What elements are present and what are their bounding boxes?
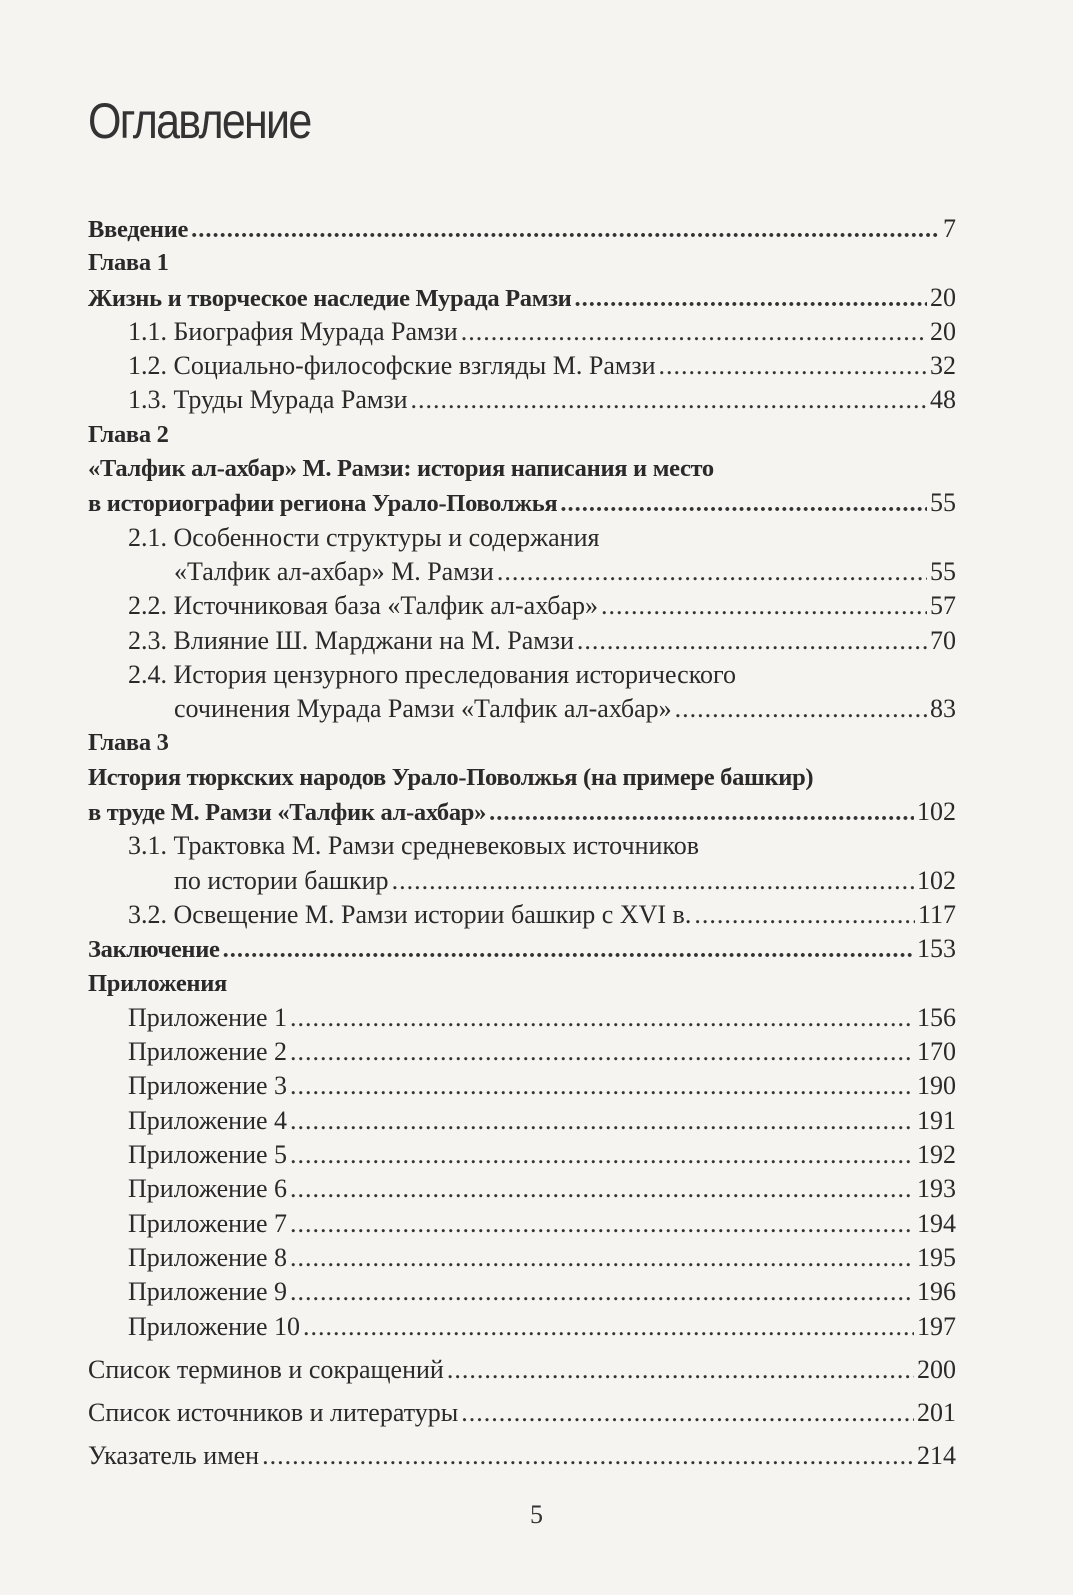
toc-entry[interactable] — [88, 692, 956, 726]
toc-entry-title: Глава 2 — [88, 420, 169, 448]
toc-entry-page: 7 — [943, 214, 956, 243]
toc-entry-title: Глава 3 — [88, 729, 169, 757]
toc-entry-title: Приложение 4 — [128, 1105, 288, 1135]
toc-entry-title: 2.1. Особенности структуры и содержания — [128, 522, 600, 552]
toc-entry[interactable] — [88, 1207, 956, 1241]
toc-entry-page: 83 — [930, 694, 956, 724]
toc-entry-title: 3.1. Трактовка М. Рамзи средневековых источников — [128, 831, 699, 861]
toc-entry-title: «Талфик ал-ахбар» М. Рамзи: история написания и место — [88, 455, 714, 483]
toc-entry-page: 196 — [917, 1277, 956, 1307]
toc-entry[interactable] — [88, 795, 956, 829]
toc-entry[interactable] — [88, 315, 956, 349]
toc-entry-title: Заключение — [88, 936, 220, 964]
toc-entry-page: 197 — [917, 1311, 956, 1341]
dot-leader — [575, 282, 927, 316]
dot-leader — [290, 1138, 914, 1172]
toc-entry[interactable] — [88, 932, 956, 966]
toc-entry[interactable] — [88, 829, 956, 863]
toc-entry-page: 190 — [917, 1071, 956, 1101]
dot-leader — [290, 1207, 914, 1241]
dot-leader — [290, 1275, 914, 1309]
dot-leader — [659, 349, 927, 383]
dot-leader — [411, 383, 927, 417]
toc-entry[interactable] — [88, 1138, 956, 1172]
toc-entry-title: Приложение 2 — [128, 1037, 288, 1067]
toc-entry-title: Указатель имен — [88, 1441, 260, 1471]
dot-leader — [560, 487, 927, 521]
toc-entry-title: 2.3. Влияние Ш. Марджани на М. Рамзи — [128, 625, 574, 655]
toc-entry-title: Введение — [88, 216, 189, 243]
toc-entry-title: Приложение 8 — [128, 1242, 288, 1272]
toc-entry[interactable] — [88, 1275, 956, 1309]
toc-entry[interactable] — [88, 555, 956, 589]
toc-entry[interactable] — [88, 383, 956, 417]
toc-entry[interactable] — [88, 898, 956, 932]
dot-leader — [461, 315, 927, 349]
toc-entry-page: 201 — [917, 1398, 956, 1428]
toc-entry-title: 2.4. История цензурного преследования исторического — [128, 659, 737, 689]
toc-entry-page: 57 — [930, 591, 956, 621]
toc-entry-title: Приложения — [88, 969, 227, 997]
toc-entry[interactable] — [88, 452, 956, 486]
dot-leader — [290, 1001, 914, 1035]
toc-entry-title: Жизнь и творческое наследие Мурада Рамзи — [88, 284, 572, 312]
toc-entry-page: 117 — [917, 899, 956, 929]
toc-entry[interactable] — [88, 624, 956, 658]
toc-entry[interactable] — [88, 418, 956, 452]
toc-entry-title: 3.2. Освещение М. Рамзи истории башкир с XVI в. — [128, 899, 692, 929]
toc-entry[interactable] — [88, 761, 956, 795]
toc-entry-title: 1.3. Труды Мурада Рамзи — [128, 385, 408, 415]
page-title: Оглавление — [88, 93, 311, 149]
toc-entry-title: Приложение 1 — [128, 1002, 288, 1032]
toc-entry-title: сочинения Мурада Рамзи «Талфик ал-ахбар» — [174, 694, 672, 724]
toc-entry-title: Список источников и литературы — [88, 1398, 459, 1428]
page-number: 5 — [530, 1500, 543, 1529]
toc-entry[interactable] — [88, 1396, 956, 1430]
toc-entry-title: 2.2. Источниковая база «Талфик ал-ахбар» — [128, 591, 598, 621]
toc-entry[interactable] — [88, 1001, 956, 1035]
toc-entry-page: 194 — [917, 1208, 956, 1238]
dot-leader — [290, 1035, 914, 1069]
dot-leader — [489, 796, 914, 830]
dot-leader — [447, 1353, 914, 1387]
toc-entry[interactable] — [88, 967, 956, 1001]
toc-entry[interactable] — [88, 486, 956, 520]
toc-entry[interactable] — [88, 246, 956, 280]
toc-entry-title: Приложение 9 — [128, 1277, 288, 1307]
toc-entry[interactable] — [88, 281, 956, 315]
dot-leader — [290, 1104, 914, 1138]
toc-entry[interactable] — [88, 212, 956, 246]
toc-entry-title: Глава 1 — [88, 249, 169, 277]
toc-entry[interactable] — [88, 1241, 956, 1275]
toc-entry[interactable] — [88, 864, 956, 898]
toc-entry-title: Приложение 3 — [128, 1071, 288, 1101]
toc-entry-page: 70 — [930, 625, 956, 655]
toc-entry[interactable] — [88, 1353, 956, 1387]
dot-leader — [290, 1172, 914, 1206]
toc-entry-page: 153 — [917, 934, 956, 964]
toc-entry-title: в труде М. Рамзи «Талфик ал-ахбар» — [88, 799, 487, 827]
toc-entry-title: 1.2. Социально-философские взгляды М. Рамзи — [128, 351, 656, 381]
toc-entry-page: 214 — [917, 1441, 956, 1471]
dot-leader — [290, 1069, 914, 1103]
dot-leader — [290, 1241, 914, 1275]
toc-entry[interactable] — [88, 1310, 956, 1344]
toc-entry-page: 192 — [917, 1140, 956, 1170]
toc-entry-title: Приложение 7 — [128, 1208, 288, 1238]
toc-entry[interactable] — [88, 1035, 956, 1069]
toc-entry-title: Приложение 10 — [128, 1311, 301, 1341]
dot-leader — [601, 589, 927, 623]
toc-entry-title: Приложение 6 — [128, 1174, 288, 1204]
toc-entry-page: 102 — [917, 865, 956, 895]
toc-entry-page: 20 — [930, 282, 956, 312]
toc-entry[interactable] — [88, 658, 956, 692]
toc-entry-page: 32 — [930, 351, 956, 381]
toc-entry-page: 20 — [930, 316, 956, 346]
toc-entry-title: Список терминов и сокращений — [88, 1354, 444, 1384]
dot-leader — [191, 213, 940, 247]
toc-entry[interactable] — [88, 521, 956, 555]
toc-entry-page: 48 — [930, 385, 956, 415]
toc-entry-title: История тюркских народов Урало-Поволжья (на примере башкир) — [88, 763, 814, 791]
toc-entry-page: 156 — [917, 1002, 956, 1032]
toc-entry[interactable] — [88, 589, 956, 623]
toc-entry-page: 55 — [930, 556, 956, 586]
toc-entry-title: «Талфик ал-ахбар» М. Рамзи — [174, 556, 494, 586]
dot-leader — [392, 864, 914, 898]
toc-entry[interactable] — [88, 726, 956, 760]
dot-leader — [461, 1396, 914, 1430]
toc-entry-page: 55 — [930, 488, 956, 518]
toc-entry-page: 191 — [917, 1105, 956, 1135]
toc-entry-page: 195 — [917, 1242, 956, 1272]
toc-entry-title: по истории башкир — [174, 865, 389, 895]
dot-leader — [694, 898, 915, 932]
dot-leader — [223, 933, 914, 967]
toc-entry-page: 193 — [917, 1174, 956, 1204]
toc-entry[interactable] — [88, 349, 956, 383]
toc-entry[interactable] — [88, 1439, 956, 1473]
toc-entry-title: в историографии региона Урало-Поволжья — [88, 490, 558, 518]
dot-leader — [262, 1439, 914, 1473]
toc-entry-page: 102 — [917, 797, 956, 827]
dot-leader — [303, 1310, 914, 1344]
dot-leader — [675, 692, 927, 726]
table-of-contents — [88, 212, 956, 1474]
dot-leader — [497, 555, 927, 589]
toc-entry-title: 1.1. Биография Мурада Рамзи — [128, 316, 458, 346]
dot-leader — [577, 624, 927, 658]
toc-entry-page: 170 — [917, 1037, 956, 1067]
toc-entry-title: Приложение 5 — [128, 1140, 288, 1170]
toc-entry[interactable] — [88, 1069, 956, 1103]
toc-entry[interactable] — [88, 1104, 956, 1138]
toc-entry-page: 200 — [917, 1354, 956, 1384]
toc-entry[interactable] — [88, 1172, 956, 1206]
